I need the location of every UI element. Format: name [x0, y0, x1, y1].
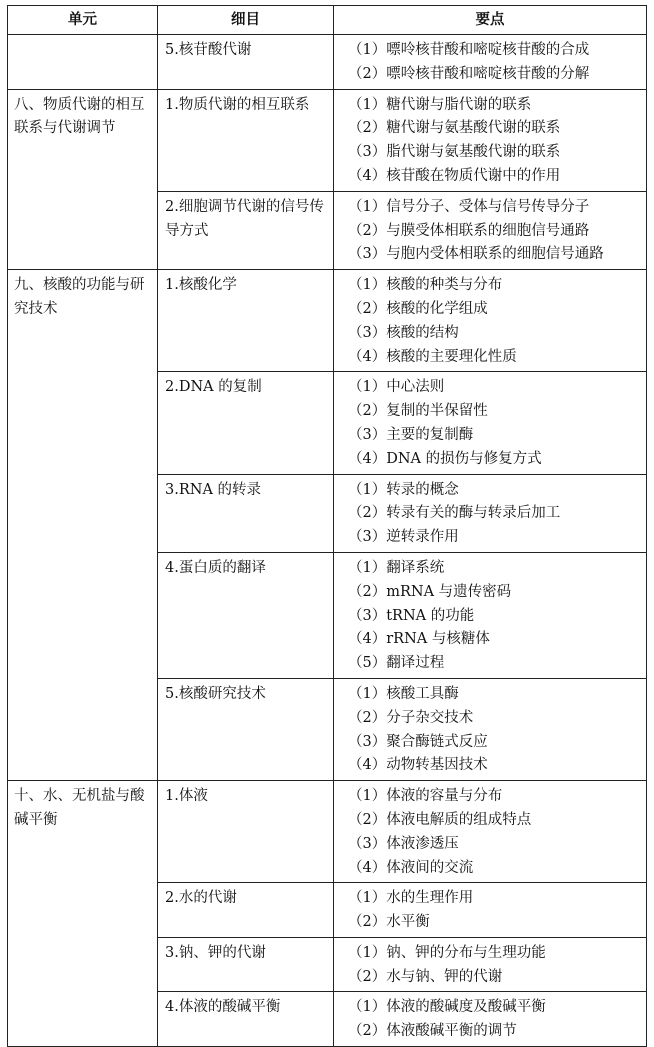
point-item: （3）与胞内受体相联系的细胞信号通路	[348, 246, 604, 263]
point-item: （4）DNA 的损伤与修复方式	[348, 450, 542, 467]
point-item: （3）体液渗透压	[348, 835, 459, 852]
unit-cell: 十、水、无机盐与酸碱平衡	[8, 781, 158, 1047]
point-item: （2）糖代谢与氨基酸代谢的联系	[348, 120, 561, 137]
points-cell	[334, 35, 647, 90]
point-item: （2）水平衡	[348, 914, 430, 931]
detail-cell: 4.体液的酸碱平衡	[158, 992, 334, 1047]
point-item: （4）体液间的交流	[348, 859, 474, 876]
point-item: （5）翻译过程	[348, 655, 445, 672]
table-row	[8, 781, 647, 883]
point-item: （1）体液的酸碱度及酸碱平衡	[348, 999, 546, 1016]
point-item: （3）核酸的结构	[348, 324, 459, 341]
points-cell	[334, 191, 647, 269]
point-item: （1）核酸工具酶	[348, 685, 459, 702]
point-item: （4）核酸的主要理化性质	[348, 348, 517, 365]
header-points: 要点	[334, 6, 647, 35]
detail-cell: 5.核苷酸代谢	[158, 35, 334, 90]
point-item: （3）逆转录作用	[348, 529, 459, 546]
point-item: （2）转录有关的酶与转录后加工	[348, 505, 561, 522]
header-unit: 单元	[8, 6, 158, 35]
points-cell	[334, 678, 647, 780]
point-item: （4）动物转基因技术	[348, 757, 488, 774]
point-item: （2）体液电解质的组成特点	[348, 811, 532, 828]
points-cell	[334, 552, 647, 678]
detail-cell: 3.钠、钾的代谢	[158, 937, 334, 992]
point-item: （3）主要的复制酶	[348, 426, 474, 443]
point-item: （4）核苷酸在物质代谢中的作用	[348, 167, 561, 184]
point-item: （1）中心法则	[348, 379, 445, 396]
point-item: （2）mRNA 与遗传密码	[348, 583, 512, 600]
point-item: （1）钠、钾的分布与生理功能	[348, 944, 546, 961]
points-cell	[334, 883, 647, 938]
point-item: （1）信号分子、受体与信号传导分子	[348, 198, 590, 215]
point-item: （2）体液酸碱平衡的调节	[348, 1023, 517, 1040]
unit-cell: 八、物质代谢的相互联系与代谢调节	[8, 89, 158, 270]
point-item: （1）糖代谢与脂代谢的联系	[348, 96, 532, 113]
detail-cell: 2.水的代谢	[158, 883, 334, 938]
point-item: （3）tRNA 的功能	[348, 607, 475, 624]
point-item: （2）核酸的化学组成	[348, 300, 488, 317]
syllabus-table-container	[7, 5, 646, 1047]
detail-cell: 4.蛋白质的翻译	[158, 552, 334, 678]
detail-cell: 3.RNA 的转录	[158, 474, 334, 552]
detail-cell: 1.体液	[158, 781, 334, 883]
points-cell	[334, 89, 647, 191]
points-cell	[334, 937, 647, 992]
syllabus-table	[7, 5, 647, 1047]
unit-cell: 九、核酸的功能与研究技术	[8, 270, 158, 781]
point-item: （2）分子杂交技术	[348, 709, 474, 726]
point-item: （1）核酸的种类与分布	[348, 277, 503, 294]
point-item: （1）转录的概念	[348, 481, 459, 498]
table-header-row	[8, 6, 647, 35]
point-item: （2）水与钠、钾的代谢	[348, 968, 503, 985]
header-detail: 细目	[158, 6, 334, 35]
detail-cell: 2.细胞调节代谢的信号传导方式	[158, 191, 334, 269]
detail-cell: 1.核酸化学	[158, 270, 334, 372]
point-item: （1）水的生理作用	[348, 890, 474, 907]
point-item: （1）体液的容量与分布	[348, 788, 503, 805]
point-item: （1）嘌呤核苷酸和嘧啶核苷酸的合成	[348, 42, 590, 58]
detail-cell: 5.核酸研究技术	[158, 678, 334, 780]
table-row	[8, 89, 647, 191]
point-item: （4）rRNA 与核糖体	[348, 631, 490, 648]
point-item: （3）脂代谢与氨基酸代谢的联系	[348, 144, 561, 161]
point-item: （3）聚合酶链式反应	[348, 733, 488, 750]
detail-cell: 1.物质代谢的相互联系	[158, 89, 334, 191]
table-row	[8, 35, 647, 90]
point-item: （1）翻译系统	[348, 559, 445, 576]
points-cell	[334, 992, 647, 1047]
unit-cell	[8, 35, 158, 90]
points-cell	[334, 372, 647, 474]
point-item: （2）嘌呤核苷酸和嘧啶核苷酸的分解	[348, 65, 590, 82]
detail-cell: 2.DNA 的复制	[158, 372, 334, 474]
point-item: （2）复制的半保留性	[348, 403, 488, 420]
points-cell	[334, 270, 647, 372]
table-row	[8, 270, 647, 372]
points-cell	[334, 474, 647, 552]
points-cell	[334, 781, 647, 883]
point-item: （2）与膜受体相联系的细胞信号通路	[348, 222, 590, 239]
